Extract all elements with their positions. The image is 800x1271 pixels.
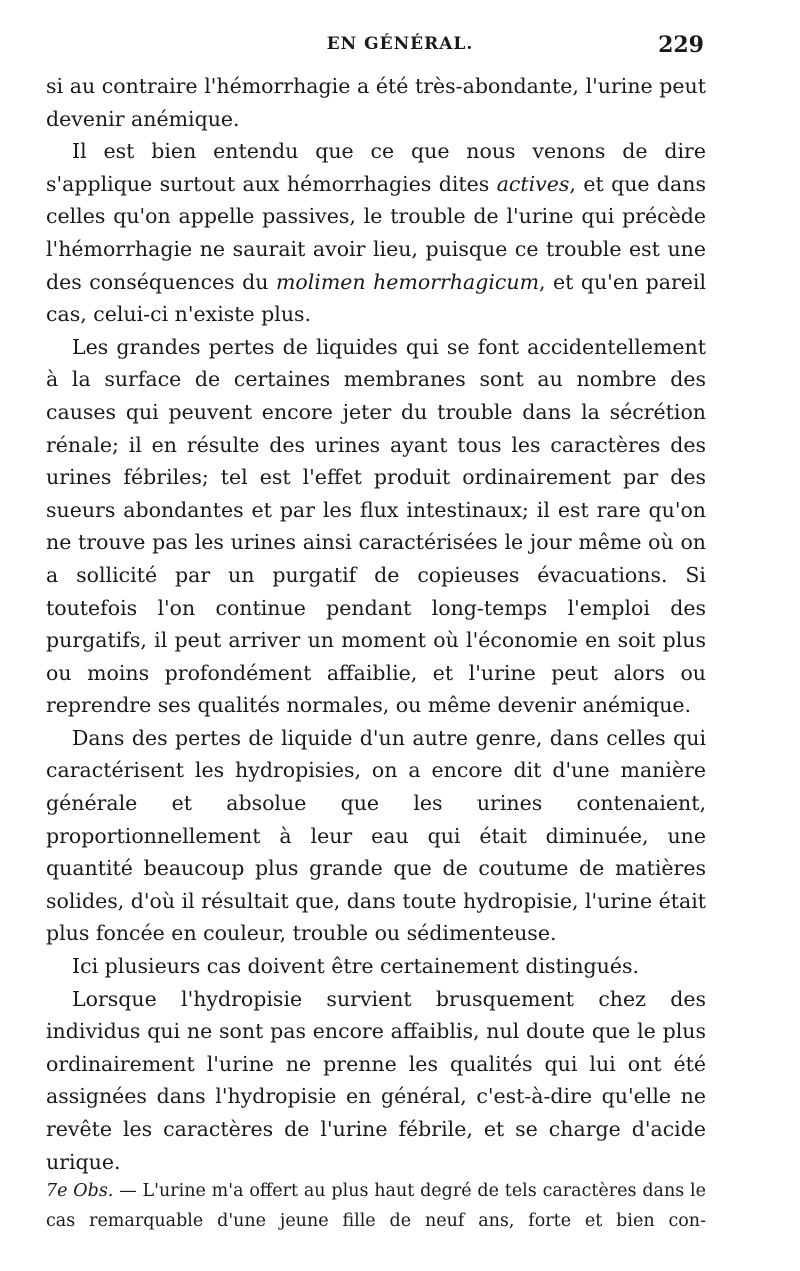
paragraph-distinctions: Ici plusieurs cas doivent être certainement distingués. — [72, 954, 640, 979]
paragraph-liquid-losses: Les grandes pertes de liquides qui se font accidentellement à la surface de certaines membranes sont au nombre des causes qui peuvent encore jeter du trouble dans la sécrétion rénale; il en résulte des urines ayant tous les caractères des urines fébriles; tel est l'effet produit ordinairement par des sueurs abondantes et par les flux intestinaux; il est rare qu'on ne trouve pas les urines ainsi caractérisées le jour même où on a sollicité par un purgatif de copieuses évacuations. Si toutefois l'on continue pendant long-temps l'emploi des purgatifs, il peut arriver un moment où l'économie en soit plus ou moins profondément affaiblie, et l'urine peut alors ou reprendre ses qualités normales, ou même devenir anémique. — [46, 334, 706, 718]
page-number: 229 — [658, 32, 704, 58]
running-title: EN GÉNÉRAL. — [326, 34, 474, 54]
paragraph-continuation: si au contraire l'hémorrhagie a été très-abondante, l'urine peut devenir anémique. — [46, 74, 706, 131]
paragraph-sudden-hydropsy: Lorsque l'hydropisie survient brusquement chez des individus qui ne sont pas encore affaiblis, nul doute que le plus ordinairement l'urine ne prenne les qualités qui lui ont été assignées dans l'hydropisie en général, c'est-à-dire qu'elle ne revête les caractères de l'urine fébrile, et se charge d'acide urique. — [46, 986, 706, 1174]
paragraph-text: , et que dans celles qu'on appelle passives, le trouble de l'urine qui précède l'hémorrhagie ne saurait avoir lieu, puisque ce trouble est une des conséquences du — [46, 171, 706, 294]
body-text — [46, 70, 706, 1178]
paragraph-hydropsies: Dans des pertes de liquide d'un autre genre, dans celles qui caractérisent les hydropisies, on a encore dit d'une manière générale et absolue que les urines contenaient, proportionnellement à leur eau qui était diminuée, une quantité beaucoup plus grande que de coutume de matières solides, d'où il résultait que, dans toute hydropisie, l'urine était plus foncée en couleur, trouble ou sédimenteuse. — [46, 725, 706, 946]
italic-term: actives — [496, 171, 570, 196]
italic-term: molimen hemorrhagicum — [275, 269, 540, 294]
paragraph-text: Il est bien entendu que ce que nous venons de dire s'applique surtout aux hémorrhagies dites — [46, 139, 706, 196]
paragraph-active-hemorrhages — [46, 135, 706, 331]
running-head — [0, 34, 800, 64]
observation-note — [46, 1176, 706, 1236]
paragraph-text: , et qu'en pareil cas, celui-ci n'existe plus. — [46, 269, 706, 327]
observation-label: 7e Obs. — [46, 1181, 114, 1201]
observation-text: — L'urine m'a offert au plus haut degré de tels caractères dans le cas remarquable d'une jeune fille de neuf ans, forte et bien con- — [46, 1181, 706, 1231]
